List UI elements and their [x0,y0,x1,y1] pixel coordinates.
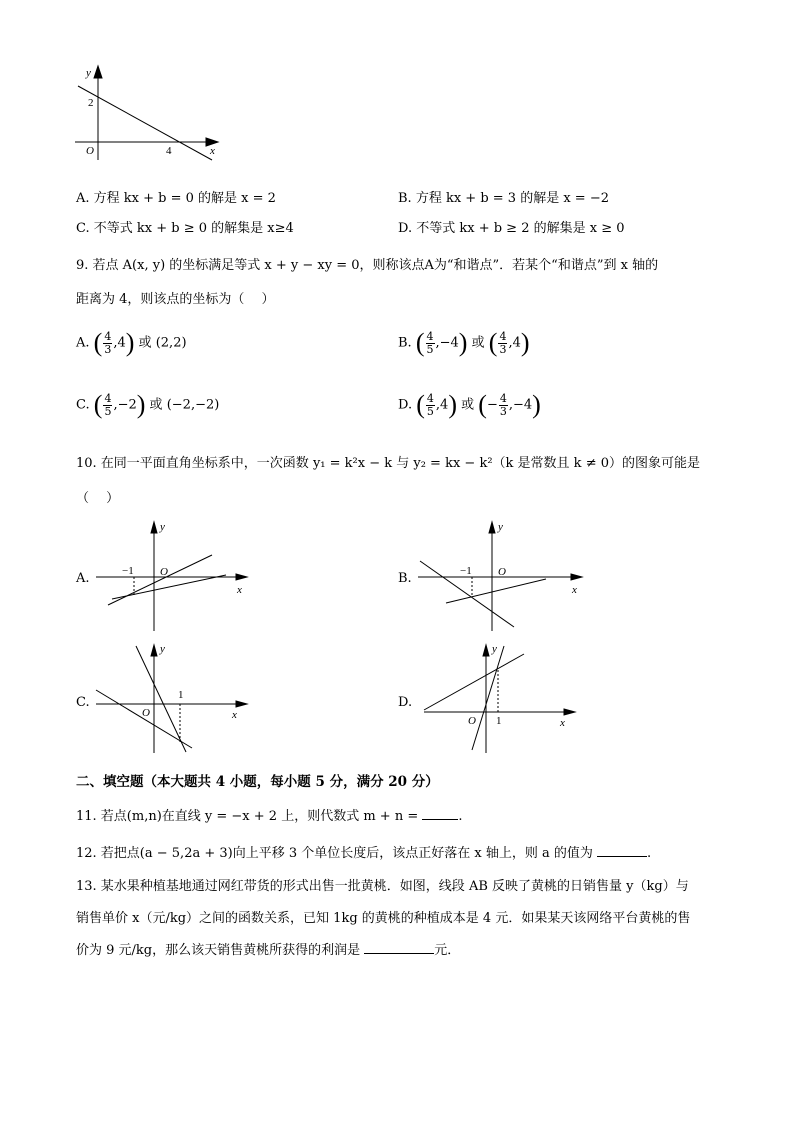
y-label: y [160,643,165,655]
q8-option-a: A. 方程 kx + b = 0 的解是 x = 2 [76,191,276,206]
q9-option-c: C. ( $\frac{4}{5}$ ,−2) 或 (−2,−2) [76,390,220,419]
frac-den: 5 [426,404,434,418]
q9-stem-line2: 距离为 4，则该点的坐标为（ ） [76,292,275,307]
q9-option-c-label: C. [76,397,90,413]
q8-ylabel: y [86,67,91,79]
frac-num: 4 [104,391,112,405]
tick-label: −1 [122,565,134,577]
q13-text: 价为 9 元/kg，那么该天销售黄桃所获得的利润是 [76,943,361,958]
y-label: y [498,521,503,533]
section-heading: 二、填空题（本大题共 4 小题，每小题 5 分，满分 20 分） [76,774,439,790]
q12-answer-blank[interactable] [597,856,647,857]
y-label: y [492,643,497,655]
q8-option-c: C. 不等式 kx + b ≥ 0 的解集是 x≥4 [76,221,294,236]
point-rest: ,−4 [435,335,459,351]
q8-option-b: B. 方程 kx + b = 3 的解是 x = −2 [398,191,609,206]
y-label: y [160,521,165,533]
q9-option-d-label: D. [398,397,413,413]
or-word: 或 [471,335,485,351]
q10-stem-line2: （ ） [76,491,120,506]
q11 [76,808,463,826]
q9-option-a-label: A. [76,335,90,351]
point-rest: ,−2 [113,397,137,413]
point-rest: ,−4 [508,397,533,413]
q10-graph-c-label: C. [76,695,90,710]
point-2: (−2,−2) [166,397,220,413]
q10-stem-line1: 10. 在同一平面直角坐标系中，一次函数 y₁ = k²x − k 与 y₂ = kx − k²（k 是常数且 k ≠ 0）的图象可能是 [76,456,700,471]
q9-stem-line1: 9. 若点 A(x, y) 的坐标满足等式 x + y − xy = 0，则称该点A为“和谐点”．若某个“和谐点”到 x 轴的 [76,258,659,273]
point-rest: ,4 [508,335,521,351]
point-rest: ,4 [435,397,449,413]
tick-label: −1 [460,565,472,577]
frac-num: 4 [426,391,434,405]
origin-label: O [160,566,168,578]
q10-graph-a [92,515,252,633]
q9-option-b: B. ( $\frac{4}{5}$ ,−4) 或 ( $\frac{4}{3}$ ,4) [398,328,530,357]
q10-graph-b [414,515,584,633]
origin-label: O [468,715,476,727]
frac-den: 3 [499,342,507,356]
frac-den: 3 [104,342,112,356]
frac-num: 4 [499,329,507,343]
q8-origin: O [86,145,94,157]
frac-den: 5 [426,342,434,356]
frac-den: 3 [499,404,507,418]
q10-graph-b-label: B. [398,571,412,586]
q8-option-d: D. 不等式 kx + b ≥ 2 的解集是 x ≥ 0 [398,221,625,236]
origin-label: O [142,707,150,719]
origin-label: O [498,566,506,578]
point-rest: ,4 [113,335,126,351]
frac-num: 4 [426,329,434,343]
point-2: (2,2) [155,335,187,351]
q12-text: 12. 若把点(a − 5,2a + 3)向上平移 3 个单位长度后，该点正好落在 x 轴上，则 a 的值为 [76,846,593,861]
q13-end: 元． [434,943,461,958]
q13-line3 [76,942,460,960]
or-word: 或 [138,335,152,351]
q9-option-d: D. ( $\frac{4}{5}$ ,4) 或 (− $\frac{4}{3}$ ,−4) [398,390,541,419]
or-word: 或 [149,397,163,413]
frac-den: 5 [104,404,112,418]
q8-graph [70,60,230,165]
minus-sign: − [486,397,498,413]
q8-x-intercept: 4 [166,145,172,157]
tick-label: 1 [178,689,184,701]
q11-answer-blank[interactable] [422,819,458,820]
frac-num: 4 [104,329,112,343]
q8-xlabel: x [210,145,215,157]
q13-line2: 销售单价 x（元/kg）之间的函数关系，已知 1kg 的黄桃的种植成本是 4 元．如果某天该网络平台黄桃的售 [76,911,691,926]
q12 [76,845,651,863]
x-label: x [232,709,237,721]
x-label: x [572,584,577,596]
q9-option-b-label: B. [398,335,412,351]
q10-graph-d [420,640,580,755]
q13-answer-blank[interactable] [364,953,434,954]
q10-graph-a-label: A. [76,571,90,586]
x-label: x [560,717,565,729]
q13-line1: 13. 某水果种植基地通过网红带货的形式出售一批黄桃．如图，线段 AB 反映了黄桃的日销售量 y（kg）与 [76,879,689,894]
q10-graph-c [92,640,252,755]
frac-num: 4 [499,391,507,405]
q11-text: 11. 若点(m,n)在直线 y = −x + 2 上，则代数式 m + n = [76,809,419,824]
q10-graph-d-label: D. [398,695,413,710]
q9-option-a: A. ( $\frac{4}{3}$ ,4) 或 (2,2) [76,328,187,357]
or-word: 或 [461,397,475,413]
q8-y-intercept: 2 [88,97,94,109]
q12-end: . [647,846,652,861]
q11-end: . [458,809,463,824]
x-label: x [237,584,242,596]
tick-label: 1 [496,715,502,727]
